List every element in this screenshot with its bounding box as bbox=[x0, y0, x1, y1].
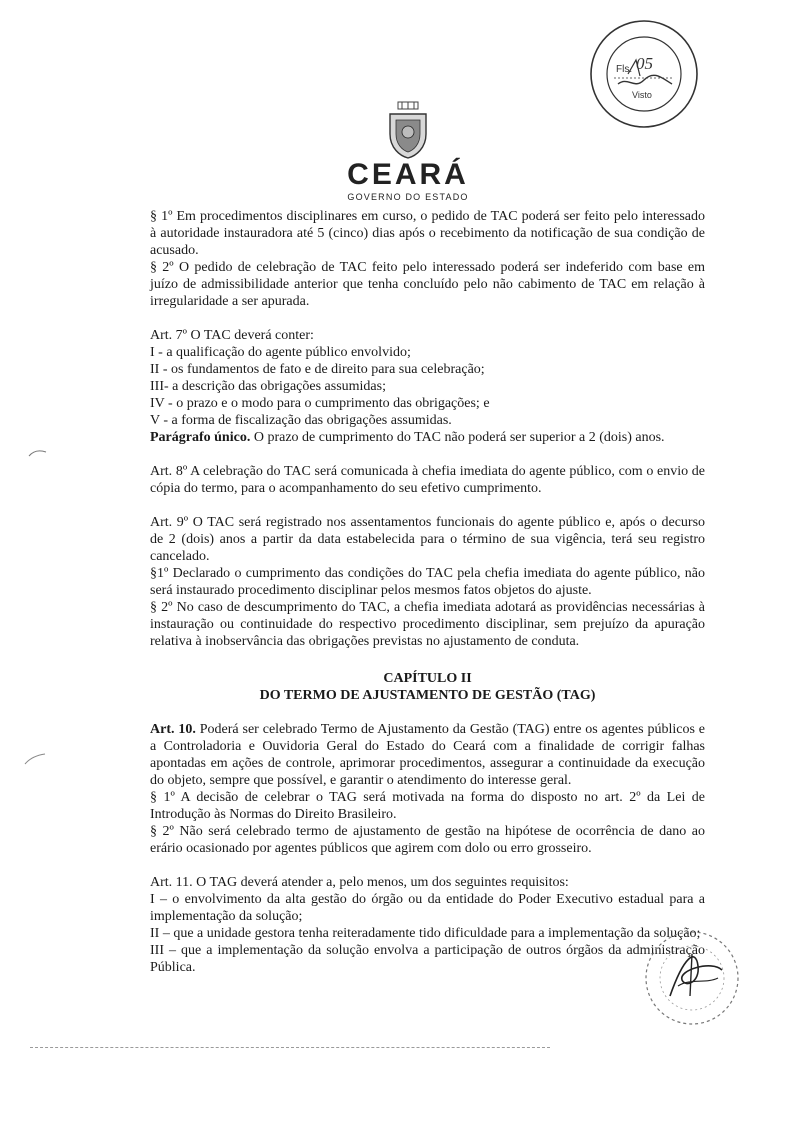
document-body bbox=[150, 208, 705, 976]
paragraph-text: No caso de descumprimento do TAC, a chefia imediata adotará as providências necessárias à instauração ou continuidade do respectivo procedimento disciplinar, sem prejuízo da apuração relativa à inobservância das obrigações previstas no ajustamento de conduta. bbox=[150, 600, 706, 649]
item-text: - os fundamentos de fato e de direito para sua celebração; bbox=[162, 362, 485, 377]
paragraph-1 bbox=[150, 208, 705, 259]
signature-stamp bbox=[634, 926, 752, 1030]
article-9-paragraph-2 bbox=[150, 599, 705, 650]
article-7-item-ii bbox=[150, 361, 705, 378]
item-text: - a forma de fiscalização das obrigações assumidas. bbox=[163, 413, 452, 428]
item-text: – que a unidade gestora tenha reiteradamente tido dificuldade para a implementação da solução; bbox=[162, 926, 701, 941]
article-11-item-iii bbox=[150, 942, 705, 976]
folio-number: 05 bbox=[636, 54, 653, 73]
article-11 bbox=[150, 874, 705, 891]
article-text: O TAC será registrado nos assentamentos funcionais do agente público e, após o decurso de 2 (dois) anos a partir da data estabelecida para o término de sua vigência, terá seu registro cancelado. bbox=[150, 515, 706, 564]
margin-mark bbox=[28, 448, 48, 458]
paragraph-label: § 2º bbox=[150, 600, 173, 615]
article-text: O TAC deverá conter: bbox=[190, 328, 314, 343]
article-label: Art. 9º bbox=[150, 515, 189, 530]
article-7-item-iv bbox=[150, 395, 705, 412]
item-label: III bbox=[150, 379, 164, 394]
article-label: Art. 8º bbox=[150, 464, 188, 479]
article-7-item-i bbox=[150, 344, 705, 361]
item-label: III bbox=[150, 943, 164, 958]
item-label: I bbox=[150, 345, 155, 360]
item-text: - a qualificação do agente público envolvido; bbox=[158, 345, 411, 360]
item-text: - o prazo e o modo para o cumprimento das obrigações; e bbox=[168, 396, 490, 411]
article-9-paragraph-1 bbox=[150, 565, 705, 599]
article-10-paragraph-2 bbox=[150, 823, 705, 857]
state-crest-icon bbox=[384, 100, 432, 160]
article-label: Art. 7º bbox=[150, 328, 188, 343]
article-text: O TAG deverá atender a, pelo menos, um dos seguintes requisitos: bbox=[196, 875, 569, 890]
article-11-item-ii bbox=[150, 925, 705, 942]
item-text: – que a implementação da solução envolva a participação de outros órgãos da administração Pública. bbox=[150, 943, 705, 975]
visto-label: Visto bbox=[632, 90, 652, 100]
article-10 bbox=[150, 721, 705, 789]
margin-mark bbox=[24, 752, 46, 766]
paragraph-text: Em procedimentos disciplinares em curso, o pedido de TAC poderá ser feito pelo interessado à autoridade instauradora até 5 (cinco) dias após o recebimento da notificação de sua condição de acusado. bbox=[150, 209, 706, 258]
article-11-item-i bbox=[150, 891, 705, 925]
article-9 bbox=[150, 514, 705, 565]
item-text: - a descrição das obrigações assumidas; bbox=[164, 379, 386, 394]
article-7-item-iii bbox=[150, 378, 705, 395]
protocol-stamp-ring bbox=[588, 18, 700, 130]
article-text: Poderá ser celebrado Termo de Ajustamento da Gestão (TAG) entre os agentes públicos e a Controladoria e Ouvidoria Geral do Estado do Ceará com a finalidade de corrigir falhas apontadas em ações de controle, aprimorar procedimentos, assegurar a continuidade da execução do objeto, sempre que possível, e garantir o atendimento do interesse geral. bbox=[150, 722, 706, 788]
footer-line bbox=[30, 1047, 550, 1048]
item-text: – o envolvimento da alta gestão do órgão ou da entidade do Poder Executivo estadual para a implementação da solução; bbox=[150, 892, 705, 924]
paragraph-text: Declarado o cumprimento das condições do TAC pela chefia imediata do agente público, não será instaurado procedimento disciplinar pelos mesmos fatos objetos do ajuste. bbox=[150, 566, 705, 598]
item-label: IV bbox=[150, 396, 165, 411]
government-label: GOVERNO DO ESTADO bbox=[347, 192, 469, 202]
article-7-sole-paragraph bbox=[150, 429, 705, 446]
item-label: II bbox=[150, 926, 160, 941]
article-10-paragraph-1 bbox=[150, 789, 705, 823]
article-text: A celebração do TAC será comunicada à chefia imediata do agente público, com o envio de cópia do termo, para o acompanhamento do seu efetivo cumprimento. bbox=[150, 464, 705, 496]
article-label: Art. 11. bbox=[150, 875, 193, 890]
state-brand bbox=[300, 160, 516, 203]
article-label: Art. 10. bbox=[150, 722, 196, 737]
article-8 bbox=[150, 463, 705, 497]
paragraph-label: § 2º bbox=[150, 824, 174, 839]
article-7-item-v bbox=[150, 412, 705, 429]
protocol-stamp bbox=[588, 18, 700, 130]
chapter-subtitle: DO TERMO DE AJUSTAMENTO DE GESTÃO (TAG) bbox=[259, 688, 596, 703]
state-name: CEARÁ bbox=[347, 158, 469, 191]
sole-paragraph-label: Parágrafo único. bbox=[150, 430, 251, 445]
paragraph-text: O pedido de celebração de TAC feito pelo interessado poderá ser indeferido com base em juízo de admissibilidade anterior que tenha concluído pelo não cabimento de TAC em relação à irregularidade a ser apurada. bbox=[150, 260, 706, 309]
item-label: V bbox=[150, 413, 160, 428]
folio-label: Fls. bbox=[616, 64, 633, 75]
paragraph-label: § 2º bbox=[150, 260, 174, 275]
paragraph-label: §1º bbox=[150, 566, 169, 581]
paragraph-label: § 1º bbox=[150, 209, 173, 224]
article-7 bbox=[150, 327, 705, 344]
paragraph-2 bbox=[150, 259, 705, 310]
paragraph-label: § 1º bbox=[150, 790, 175, 805]
paragraph-text: A decisão de celebrar o TAG será motivada na forma do disposto no art. 2º da Lei de Introdução às Normas do Direito Brasileiro. bbox=[150, 790, 706, 822]
item-label: II bbox=[150, 362, 160, 377]
paragraph-text: Não será celebrado termo de ajustamento de gestão na hipótese de ocorrência de dano ao erário ocasionado por agentes públicos que agirem com dolo ou erro grosseiro. bbox=[150, 824, 706, 856]
chapter-title: CAPÍTULO II bbox=[383, 671, 472, 686]
paragraph-text: O prazo de cumprimento do TAC não poderá ser superior a 2 (dois) anos. bbox=[253, 430, 665, 445]
item-label: I bbox=[150, 892, 155, 907]
